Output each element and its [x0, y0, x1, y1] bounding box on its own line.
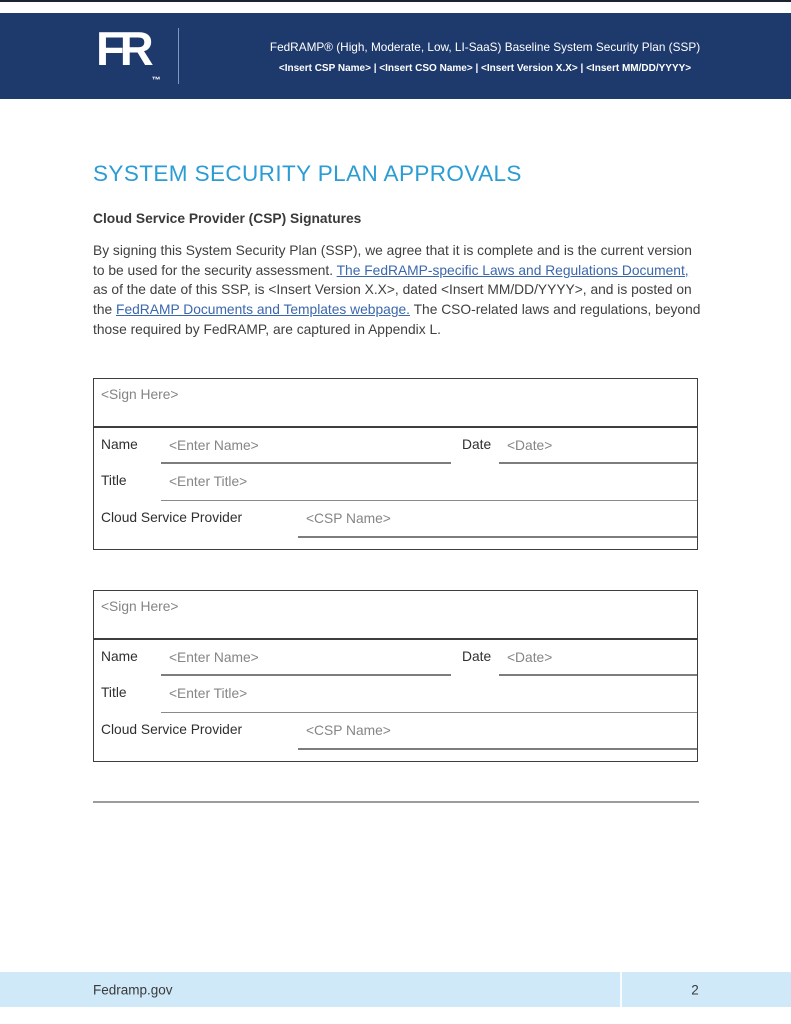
name-date-row — [94, 640, 697, 676]
csp-row — [94, 713, 697, 760]
name-field[interactable] — [161, 640, 451, 676]
title-label: Title — [101, 685, 127, 700]
csp-label: Cloud Service Provider — [101, 722, 243, 737]
title-label: Title — [101, 473, 127, 488]
csp-placeholder: <CSP Name> — [306, 511, 391, 526]
page-title: SYSTEM SECURITY PLAN APPROVALS — [93, 161, 522, 186]
title-field[interactable] — [161, 676, 697, 713]
date-field[interactable] — [499, 428, 697, 464]
document-footer — [0, 972, 791, 1007]
title-placeholder: <Enter Title> — [169, 474, 248, 489]
document-title: FedRAMP® (High, Moderate, Low, LI-SaaS) Baseline System Security Plan (SSP) — [269, 40, 701, 54]
csp-field[interactable] — [298, 713, 697, 750]
sign-here-field[interactable]: <Sign Here> — [94, 379, 697, 428]
trademark-symbol: ™ — [151, 74, 161, 85]
documents-templates-webpage-link[interactable]: FedRAMP Documents and Templates webpage. — [116, 302, 411, 318]
laws-regulations-document-link[interactable]: The FedRAMP-specific Laws and Regulations Document, — [336, 262, 689, 278]
fedramp-logo-text: FR — [96, 21, 149, 75]
csp-placeholder: <CSP Name> — [306, 723, 391, 738]
date-placeholder: <Date> — [507, 650, 553, 665]
fedramp-logo — [96, 21, 161, 85]
page-top-edge — [0, 0, 791, 2]
title-row — [94, 676, 697, 713]
header-text-block — [179, 13, 791, 99]
date-field[interactable] — [499, 640, 697, 676]
signature-table-1 — [93, 378, 698, 550]
paragraph-text-2: as of the date of this SSP, is <Insert Version X.X>, dated <Insert MM/DD/YYYY>, and is posted on the — [93, 282, 692, 318]
section-heading: Cloud Service Provider (CSP) Signatures — [93, 211, 362, 226]
csp-row — [94, 501, 697, 548]
sign-here-field[interactable]: <Sign Here> — [94, 591, 697, 640]
csp-field[interactable] — [298, 501, 697, 538]
name-placeholder: <Enter Name> — [169, 650, 259, 665]
title-field[interactable] — [161, 464, 697, 501]
paragraph-text-1: By signing this System Security Plan (SSP), we agree that it is complete and is the current version to be used for the security assessment. — [93, 243, 692, 278]
title-placeholder: <Enter Title> — [169, 686, 248, 701]
document-header — [0, 13, 791, 99]
footer-site-text: Fedramp.gov — [93, 982, 173, 997]
date-placeholder: <Date> — [507, 438, 553, 453]
signature-table-2 — [93, 590, 698, 762]
name-date-row — [94, 428, 697, 464]
page-number: 2 — [691, 982, 699, 997]
name-field[interactable] — [161, 428, 451, 464]
date-label: Date — [462, 437, 492, 452]
title-row — [94, 464, 697, 501]
name-label: Name — [101, 437, 138, 452]
date-label: Date — [462, 649, 492, 664]
paragraph-text-3: The CSO-related laws and regulations, beyond those required by FedRAMP, are captured in Appendix L. — [93, 302, 701, 337]
signatures-paragraph — [93, 241, 701, 340]
footer-divider — [620, 972, 622, 1007]
document-subtitle: <Insert CSP Name> | <Insert CSO Name> | <Insert Version X.X> | <Insert MM/DD/YYYY> — [278, 63, 692, 74]
section-end-rule — [93, 801, 699, 803]
csp-label: Cloud Service Provider — [101, 510, 243, 525]
name-label: Name — [101, 649, 138, 664]
name-placeholder: <Enter Name> — [169, 438, 259, 453]
